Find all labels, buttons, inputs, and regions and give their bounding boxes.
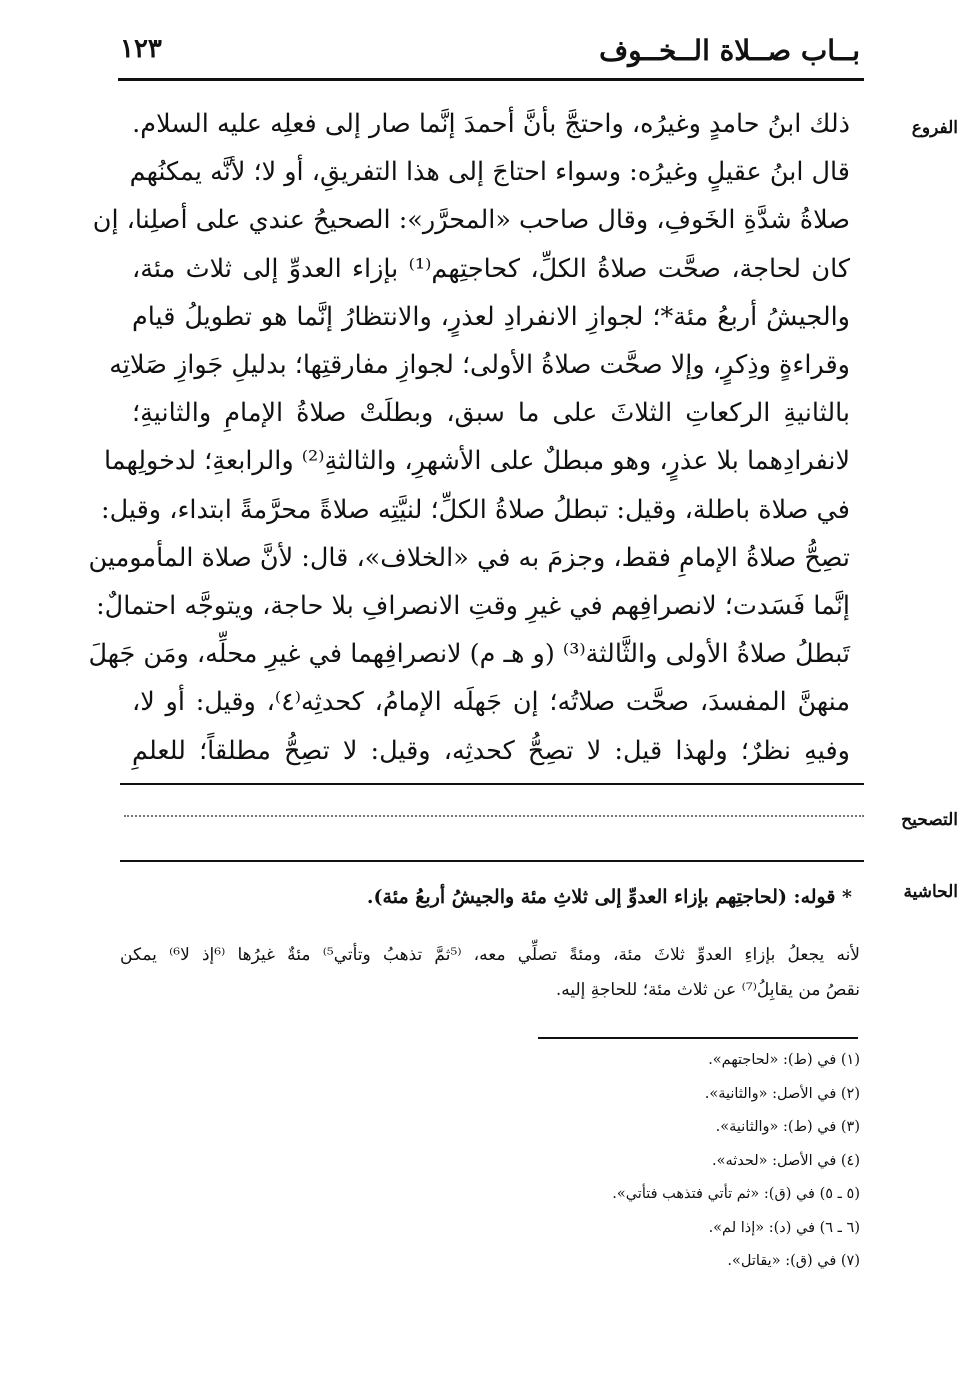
hashiya-heading: * قوله: (لحاجتِهم بإزاء العدوِّ إلى ثلاثِ مئة والجيشُ أربعُ مئة). xyxy=(366,886,852,908)
margin-label-furu: الفروع xyxy=(911,118,958,138)
main-text-line: في صلاة باطلة، وقيل: تبطلُ صلاةُ الكلِّ؛ لنيَّتِه صلاةً محرَّمةً ابتداء، وقيل: xyxy=(101,494,850,525)
margin-label-hashiya: الحاشية xyxy=(903,882,958,902)
footnote-rule xyxy=(538,1037,858,1039)
header-rule xyxy=(118,78,864,81)
main-text-line: تصِحُّ صلاةُ الإمامِ فقط، وجزمَ به في «الخلاف»، قال: لأنَّ صلاة المأمومين xyxy=(88,542,850,573)
margin-label-tashih: التصحيح xyxy=(901,810,958,830)
page-number: ١٢٣ xyxy=(120,34,162,64)
tashih-dotted-line xyxy=(124,815,864,817)
main-text-rule xyxy=(120,783,864,785)
hashiya-line: نقصُ من يقابِلُ⁽⁷⁾ عن ثلاث مئة؛ للحاجةِ إليه. xyxy=(555,980,860,1000)
hashiya-text-block xyxy=(120,938,860,1008)
main-text-line: منهنَّ المفسدَ، صحَّت صلاتُه؛ إن جَهلَه الإمامُ، كحدثِه⁽٤⁾، وقيل: أو لا، xyxy=(132,687,851,718)
main-text-line: إنَّما فَسَدت؛ لانصرافِهم في غيرِ وقتِ الانصرافِ بلا حاجة، ويتوجَّه احتمالٌ: xyxy=(96,591,850,622)
footnote-item: (٤) في الأصل: «لحدثه». xyxy=(712,1152,860,1169)
footnote-item: (٧) في (ق): «يقاتل». xyxy=(727,1253,860,1269)
footnotes-block xyxy=(140,1044,860,1279)
footnote-item: (٦ ـ ٦) في (د): «إذا لم». xyxy=(708,1219,860,1236)
footnote-item: (٥ ـ ٥) في (ق): «ثم تأتي فتذهب فتأتي». xyxy=(612,1186,860,1202)
main-text-line: تَبطلُ صلاةُ الأولى والثَّالثة⁽³⁾ (و هـ م) لانصرافِهما في غيرِ محلِّه، ومَن جَهلَ xyxy=(88,639,850,670)
running-head: بــاب صــلاة الــخــوف xyxy=(599,34,860,67)
main-text-block xyxy=(88,100,851,775)
main-text-line: وفيهِ نظرٌ؛ ولهذا قيل: لا تصِحُّ كحدثِه، وقيل: لا تصِحُّ مطلقاً؛ للعلمِ xyxy=(132,735,850,766)
main-text-line: كان لحاجة، صحَّت صلاةُ الكلِّ، كحاجتِهم⁽¹⁾ بإزاء العدوِّ إلى ثلاث مئة، xyxy=(132,253,850,284)
hashiya-line: لأنه يجعلُ بإزاءِ العدوِّ ثلاثَ مئة، ومئةً تصلِّي معه، ⁽⁵ثمَّ تذهبُ وتأتي⁵⁾ مئةٌ غيرُها ⁽⁶إذ لا⁶⁾ يمكن xyxy=(120,945,860,965)
main-text-line: وقراءةٍ وذِكرٍ، وإلا صحَّت صلاةُ الأولى؛ لجوازِ مفارقتِها؛ بدليلِ جَوازِ صَلاتِه xyxy=(109,350,850,381)
main-text-line: صلاةُ شدَّةِ الخَوفِ، وقال صاحب «المحرَّر»: الصحيحُ عندي على أصلِنا، إن xyxy=(92,205,850,236)
footnote-item: (١) في (ط): «لحاجتهم». xyxy=(708,1052,860,1068)
footnote-item: (٢) في الأصل: «والثانية». xyxy=(704,1085,860,1102)
tashih-rule xyxy=(120,860,864,862)
main-text-line: والجيشُ أربعُ مئة*؛ لجوازِ الانفرادِ لعذرٍ، والانتظارُ إنَّما هو تطويلُ قيام xyxy=(132,301,850,332)
footnote-item: (٣) في (ط): «والثانية». xyxy=(715,1119,860,1135)
main-text-line: قال ابنُ عقيلٍ وغيرُه: وسواء احتاجَ إلى هذا التفريقِ، أو لا؛ لأنَّه يمكنُهم xyxy=(129,157,850,188)
main-text-line: ذلك ابنُ حامدٍ وغيرُه، واحتجَّ بأنَّ أحمدَ إنَّما صار إلى فعلِه عليه السلام. xyxy=(132,109,850,139)
main-text-line: لانفرادِهما بلا عذرٍ، وهو مبطلٌ على الأشهرِ، والثالثةِ⁽²⁾ والرابعةِ؛ لدخولِهما xyxy=(103,446,850,477)
main-text-line: بالثانيةِ الركعاتِ الثلاثَ على ما سبق، وبطلَتْ صلاةُ الإمامِ والثانيةِ؛ xyxy=(132,398,850,429)
